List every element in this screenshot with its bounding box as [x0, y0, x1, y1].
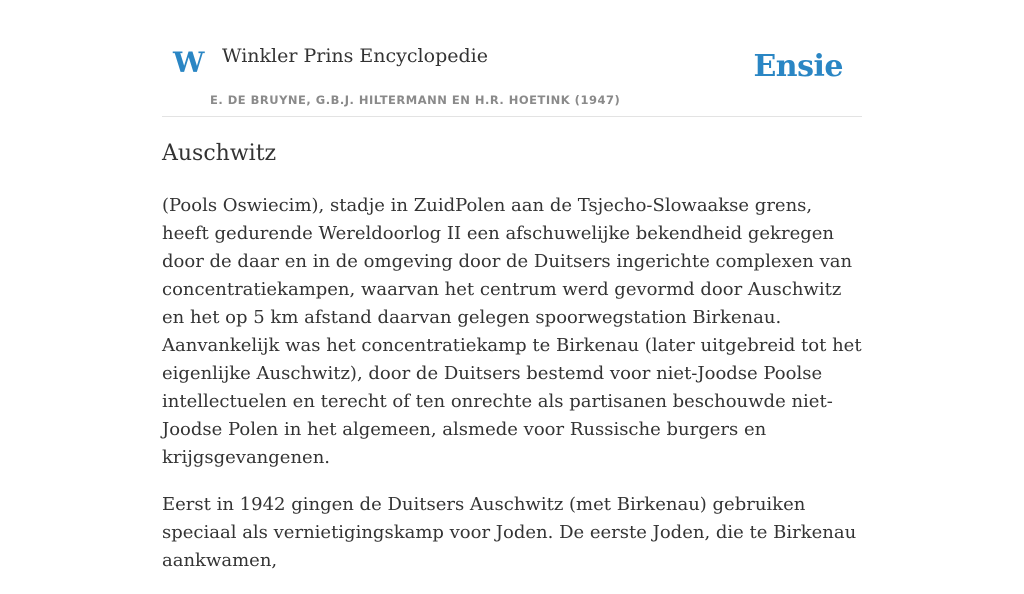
- page-header: [162, 0, 862, 117]
- article-title: Auschwitz: [162, 141, 277, 166]
- publication-authors: E. DE BRUYNE, G.B.J. HILTERMANN EN H.R. HOETINK (1947): [210, 93, 621, 107]
- article-paragraph-1: (Pools Oswiecim), stadje in ZuidPolen aan de Tsjecho-Slowaakse grens, heeft gedurende Wereldoorlog II een afschuwelijke bekendheid gekregen door de daar en in de omgeving door de Duitsers ingerichte complexen van concentratiekampen, waarvan het centrum werd gevormd door Auschwitz en het op 5 km afstand daarvan gelegen spoorwegstation Birkenau. Aanvankelijk was het concentratiekamp te Birkenau (later uitgebreid tot het eigenlijke Auschwitz), door de Duitsers bestemd voor niet-Joodse Poolse intellectuelen en terecht of ten onrechte als partisanen beschouwde niet-Joodse Polen in het algemeen, alsmede voor Russische burgers en krijgsgevangenen.: [162, 195, 862, 468]
- publication-title-link[interactable]: Winkler Prins Encyclopedie: [222, 45, 488, 67]
- publication-logo-icon[interactable]: W: [173, 46, 205, 79]
- article-body: [162, 192, 862, 594]
- article-paragraph-2: Eerst in 1942 gingen de Duitsers Auschwitz (met Birkenau) gebruiken speciaal als vernietigingskamp voor Joden. De eerste Joden, die te Birkenau aankwamen,: [162, 494, 857, 571]
- ensie-logo-link[interactable]: Ensie: [753, 49, 843, 84]
